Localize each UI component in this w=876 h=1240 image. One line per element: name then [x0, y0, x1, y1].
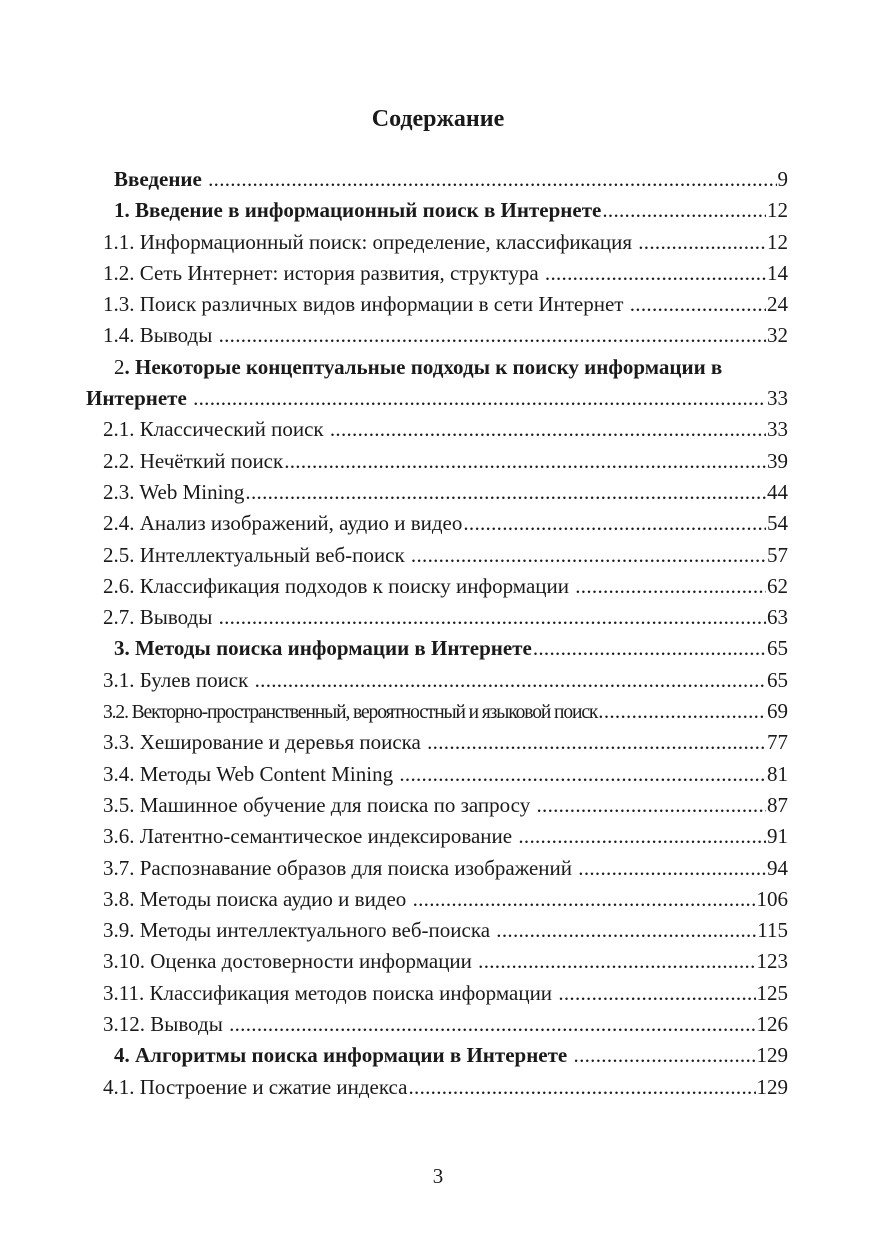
toc-entry	[86, 790, 788, 821]
toc-leader-dots	[330, 414, 766, 445]
toc-leader-dots	[408, 1072, 755, 1103]
toc-entry-label: 1.4. Выводы	[103, 323, 218, 348]
toc-entry-page: 39	[767, 448, 788, 473]
toc-leader-dots	[536, 790, 766, 821]
toc-entry-page: 115	[757, 918, 788, 943]
toc-leader-dots	[630, 289, 766, 320]
toc-entry-label: 3.8. Методы поиска аудио и видео	[103, 886, 412, 911]
toc-entry-label: 4.1. Построение и сжатие индекса	[103, 1074, 408, 1099]
toc-leader-dots	[478, 946, 755, 977]
toc-entry	[86, 258, 788, 289]
toc-entry-label: 2.4. Анализ изображений, аудио и видео	[103, 511, 463, 536]
toc-entry-label: Введение	[114, 167, 208, 191]
toc-leader-dots	[255, 665, 766, 696]
toc-entry	[86, 696, 788, 727]
toc-entry-page: 106	[756, 886, 788, 911]
toc-entry	[86, 540, 788, 571]
toc-leader-dots	[284, 446, 766, 477]
toc-entry-label: 3.1. Булев поиск	[103, 667, 254, 692]
toc-entry	[86, 1040, 788, 1071]
toc-entry-label: 3.12. Выводы	[103, 1012, 229, 1037]
toc-entry-label: 2.3. Web Mining	[103, 479, 245, 504]
toc-leader-dots	[496, 915, 756, 946]
toc-entry-page: 54	[767, 511, 788, 536]
toc-entry-label: 4. Алгоритмы поиска информации в Интернете	[114, 1043, 573, 1068]
toc-entry-label: 2.5. Интеллектуальный веб-поиск	[103, 542, 410, 567]
toc-entry-page: 32	[767, 323, 788, 348]
toc-leader-dots	[245, 477, 766, 508]
table-of-contents	[86, 164, 788, 1103]
toc-entry-page: 14	[767, 260, 788, 285]
toc-entry	[86, 978, 788, 1009]
toc-entry-label: 3.10. Оценка достоверности информации	[103, 949, 478, 974]
toc-entry-label: 1. Введение в информационный поиск в Интернете	[114, 198, 602, 223]
toc-leader-dots	[574, 1040, 756, 1071]
toc-entry-label: 3.7. Распознавание образов для поиска изображений	[103, 855, 578, 880]
toc-entry-label: Интернете	[86, 386, 193, 411]
toc-entry	[86, 1009, 788, 1040]
toc-entry-page: 65	[767, 667, 788, 692]
toc-entry-page: 12	[767, 198, 788, 223]
toc-entry-label: 1.2. Сеть Интернет: история развития, структура	[103, 260, 544, 285]
toc-entry	[86, 352, 788, 383]
toc-entry	[86, 289, 788, 320]
toc-entry-label: 1.1. Информационный поиск: определение, классификация	[103, 229, 638, 254]
toc-entry-label: 3.6. Латентно-семантическое индексирование	[103, 824, 518, 849]
toc-entry-label: 3.2. Векторно-пространственный, вероятностный и языковой поиск	[103, 702, 598, 724]
toc-entry	[86, 915, 788, 946]
toc-entry-label: 3.4. Методы Web Content Mining	[103, 761, 399, 786]
toc-entry-page: 81	[767, 761, 788, 786]
toc-leader-dots	[413, 884, 756, 915]
toc-entry-page: 77	[767, 730, 788, 755]
toc-entry-page: 24	[767, 292, 788, 317]
toc-entry-label: 1.3. Поиск различных видов информации в сети Интернет	[103, 292, 629, 317]
toc-entry-page: 12	[767, 229, 788, 254]
toc-entry-label: 3.3. Хеширование и деревья поиска	[103, 730, 427, 755]
toc-leader-dots	[411, 540, 766, 571]
toc-entry	[86, 759, 788, 790]
toc-entry-label: 3. Методы поиска информации в Интернете	[114, 636, 532, 661]
toc-leader-dots	[427, 727, 766, 758]
toc-entry	[86, 508, 788, 539]
toc-leader-dots	[575, 571, 766, 602]
toc-entry-page: 57	[767, 542, 788, 567]
toc-entry-page: 33	[767, 386, 788, 411]
toc-entry	[86, 227, 788, 258]
toc-leader-dots	[518, 821, 766, 852]
toc-entry	[86, 195, 788, 226]
toc-entry-page: 69	[767, 699, 788, 724]
toc-entry-page: 62	[767, 573, 788, 598]
toc-leader-dots	[545, 258, 766, 289]
toc-leader-dots	[533, 633, 766, 664]
toc-leader-dots	[602, 195, 766, 226]
toc-entry-label: . Некоторые концептуальные подходы к поиску информации в	[124, 354, 723, 379]
toc-entry-page: 9	[777, 167, 788, 191]
toc-entry	[86, 164, 788, 195]
toc-entry	[86, 884, 788, 915]
toc-entry-page: 126	[756, 1012, 788, 1037]
toc-entry	[86, 446, 788, 477]
toc-entry	[86, 946, 788, 977]
toc-entry-page: 44	[767, 479, 788, 504]
toc-entry-label: 2.6. Классификация подходов к поиску информации	[103, 573, 575, 598]
toc-leader-dots	[193, 383, 766, 414]
toc-entry-label: 3.9. Методы интеллектуального веб-поиска	[103, 918, 496, 943]
toc-leader-dots	[229, 1009, 755, 1040]
toc-entry	[86, 633, 788, 664]
toc-leader-dots	[219, 602, 766, 633]
toc-entry	[86, 602, 788, 633]
toc-entry-label: 3.11. Классификация методов поиска информации	[103, 980, 558, 1005]
toc-entry-label: 3.5. Машинное обучение для поиска по запросу	[103, 792, 536, 817]
toc-entry	[86, 853, 788, 884]
toc-entry	[86, 477, 788, 508]
toc-entry-label: 2.1. Классический поиск	[103, 417, 329, 442]
toc-entry-page: 87	[767, 792, 788, 817]
toc-leader-dots	[578, 853, 766, 884]
toc-entry-page: 63	[767, 605, 788, 630]
page-title: Содержание	[371, 106, 505, 132]
toc-entry-prefix: 2	[114, 354, 125, 379]
toc-entry-page: 65	[767, 636, 788, 661]
toc-entry-label: 2.7. Выводы	[103, 605, 218, 630]
toc-leader-dots	[598, 696, 766, 727]
toc-entry	[86, 414, 788, 445]
toc-entry	[86, 821, 788, 852]
toc-entry-page: 33	[767, 417, 788, 442]
toc-entry-page: 129	[756, 1074, 788, 1099]
toc-leader-dots	[399, 759, 766, 790]
toc-entry	[86, 727, 788, 758]
page-number: 3	[432, 1164, 444, 1188]
toc-entry-label: 2.2. Нечёткий поиск	[103, 448, 284, 473]
toc-leader-dots	[558, 978, 755, 1009]
toc-entry	[86, 383, 788, 414]
toc-entry	[86, 571, 788, 602]
toc-leader-dots	[463, 508, 766, 539]
toc-entry-page: 91	[767, 824, 788, 849]
toc-leader-dots	[638, 227, 766, 258]
toc-entry	[86, 1072, 788, 1103]
toc-entry-page: 123	[756, 949, 788, 974]
toc-entry	[86, 320, 788, 351]
toc-entry	[86, 665, 788, 696]
toc-leader-dots	[208, 164, 776, 195]
toc-entry-page: 125	[756, 980, 788, 1005]
toc-leader-dots	[219, 320, 766, 351]
toc-entry-page: 94	[767, 855, 788, 880]
toc-entry-page: 129	[756, 1043, 788, 1068]
